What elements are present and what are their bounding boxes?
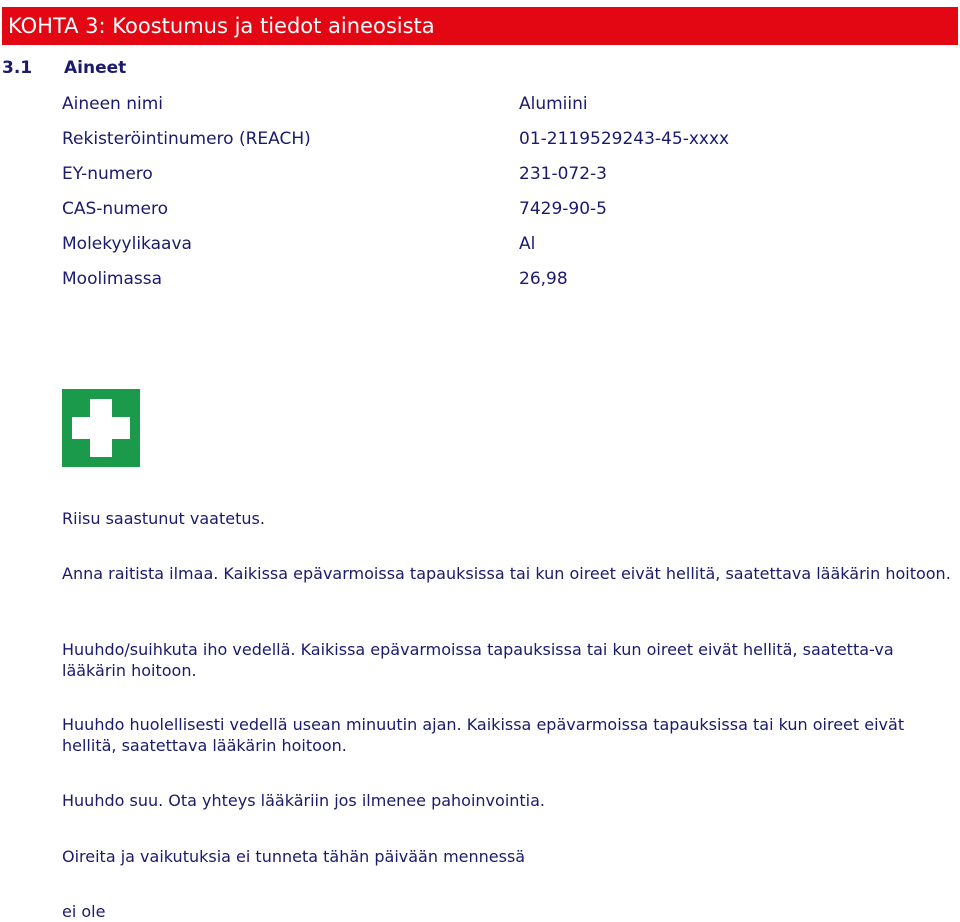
subsection-heading — [0, 58, 126, 82]
subsection-title: Aineet — [64, 58, 127, 78]
property-value: 231-072-3 — [519, 164, 607, 184]
property-label: Molekyylikaava — [62, 234, 192, 254]
property-value: 7429-90-5 — [519, 199, 607, 219]
property-label: CAS-numero — [62, 199, 169, 219]
property-value: Alumiini — [519, 94, 588, 114]
property-value: 01-2119529243-45-xxxx — [519, 129, 730, 149]
property-value: 26,98 — [519, 269, 568, 289]
first-aid-ingestion: Huuhdo suu. Ota yhteys lääkäriin jos ilmenee pahoinvointia. — [62, 791, 546, 810]
first-aid-inhalation: Anna raitista ilmaa. Kaikissa epävarmoissa tapauksissa tai kun oireet eivät hellitä, saatettava lääkärin hoitoon. — [62, 564, 951, 583]
property-label: Moolimassa — [62, 269, 163, 289]
property-label: Aineen nimi — [62, 94, 164, 114]
property-label: Rekisteröintinumero (REACH) — [62, 129, 311, 149]
first-aid-eyes: Huuhdo huolellisesti vedellä usean minuutin ajan. Kaikissa epävarmoissa tapauksissa tai kun oireet eivät hellitä, saatettava lääkärin hoitoon. — [62, 715, 905, 755]
subsection-number: 3.1 — [2, 58, 33, 78]
first-aid-cross-horizontal — [72, 417, 130, 439]
symptoms-effects: Oireita ja vaikutuksia ei tunneta tähän päivään mennessä — [62, 847, 526, 866]
section-header: KOHTA 3: Koostumus ja tiedot aineosista — [2, 7, 958, 45]
first-aid-cross-icon — [62, 389, 140, 467]
property-value: Al — [519, 234, 536, 254]
first-aid-skin: Huuhdo/suihkuta iho vedellä. Kaikissa epävarmoissa tapauksissa tai kun oireet eivät hellitä, saatetta-va lääkärin hoitoon. — [62, 640, 894, 680]
first-aid-general: Riisu saastunut vaatetus. — [62, 509, 265, 528]
immediate-treatment: ei ole — [62, 902, 106, 921]
property-label: EY-numero — [62, 164, 153, 184]
